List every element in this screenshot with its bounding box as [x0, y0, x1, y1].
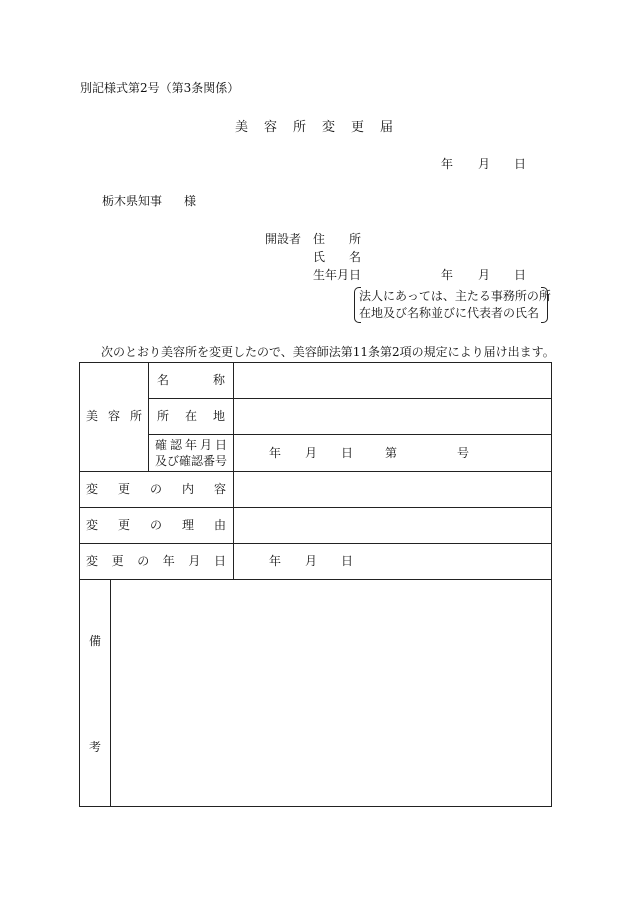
- change-date-field[interactable]: [234, 544, 552, 579]
- label-char: 月: [188, 554, 201, 568]
- label-char: 名: [157, 373, 170, 387]
- confirmation-number-prefix: 第: [385, 446, 398, 460]
- label-char: 確: [155, 438, 168, 452]
- submission-day-label: 日: [514, 157, 527, 171]
- applicant-name-label: 氏 名: [313, 250, 362, 264]
- statement: 次のとおり美容所を変更したので、美容師法第11条第2項の規定により届け出ます。: [101, 345, 555, 359]
- label-char: 地: [212, 409, 225, 423]
- remarks-field[interactable]: [111, 580, 552, 806]
- applicant-birthdate-label: 生年月日: [313, 268, 362, 282]
- label-char: 容: [213, 482, 226, 496]
- birth-month-label: 月: [478, 268, 491, 282]
- label-char: 称: [212, 373, 225, 387]
- corporate-note-line-1: 法人にあっては、主たる事務所の所: [359, 289, 551, 303]
- label-char: 更: [117, 518, 130, 532]
- remarks-label-top: 備: [89, 634, 102, 648]
- title-char: 更: [351, 120, 365, 135]
- applicant-role-label: 開設者: [265, 232, 302, 246]
- change-day-label: 日: [341, 554, 354, 568]
- label-char: 変: [86, 482, 99, 496]
- label-char: 理: [181, 518, 194, 532]
- salon-location-label: [157, 410, 225, 422]
- label-char: 所: [157, 409, 170, 423]
- label-char: 変: [86, 518, 99, 532]
- label-char: 容: [107, 409, 120, 423]
- addressee-name: 栃木県知事: [102, 194, 163, 208]
- salon-group-label: [86, 410, 142, 422]
- confirmation-label-line-2: 及び確認番号: [155, 454, 228, 468]
- confirmation-field[interactable]: [234, 435, 552, 471]
- label-char: 在: [184, 409, 197, 423]
- birth-year-label: 年: [441, 268, 454, 282]
- label-char: 月: [199, 438, 212, 452]
- label-char: 日: [214, 438, 227, 452]
- label-char: 更: [111, 554, 124, 568]
- label-char: 年: [162, 554, 175, 568]
- title-char: 所: [293, 120, 307, 135]
- label-char: 更: [117, 482, 130, 496]
- change-year-label: 年: [269, 554, 282, 568]
- title-char: 容: [264, 120, 278, 135]
- salon-location-field[interactable]: [234, 399, 552, 434]
- label-char: 美: [86, 409, 99, 423]
- birth-day-label: 日: [514, 268, 527, 282]
- label-char: 日: [213, 554, 226, 568]
- label-char: 由: [213, 518, 226, 532]
- applicant-address-label: 住 所: [313, 232, 362, 246]
- change-reason-field[interactable]: [234, 508, 552, 543]
- addressee-honorific: 様: [184, 194, 197, 208]
- title-char: 届: [380, 120, 394, 135]
- confirmation-year-label: 年: [269, 446, 282, 460]
- corporate-note-line-2: 在地及び名称並びに代表者の氏名: [359, 306, 540, 320]
- label-char: の: [137, 554, 150, 568]
- change-month-label: 月: [305, 554, 318, 568]
- salon-name-field[interactable]: [234, 363, 552, 398]
- label-char: 所: [129, 409, 142, 423]
- change-content-label: [86, 483, 226, 495]
- title-char: 変: [322, 120, 336, 135]
- confirmation-number-suffix: 号: [457, 446, 470, 460]
- corporate-note: [354, 287, 551, 321]
- label-char: の: [149, 482, 162, 496]
- label-char: 認: [169, 438, 182, 452]
- form-reference: 別記様式第2号（第3条関係）: [80, 81, 240, 95]
- confirmation-label-line-1: [155, 439, 227, 451]
- change-content-field[interactable]: [234, 472, 552, 507]
- label-char: 年: [184, 438, 197, 452]
- change-reason-label: [86, 519, 226, 531]
- document-title: [235, 121, 395, 135]
- title-char: 美: [235, 120, 249, 135]
- change-form-table: [79, 362, 552, 807]
- label-char: 変: [86, 554, 99, 568]
- submission-year-label: 年: [441, 157, 454, 171]
- submission-month-label: 月: [478, 157, 491, 171]
- remarks-label-bottom: 考: [89, 740, 102, 754]
- salon-name-label: [157, 374, 225, 386]
- confirmation-day-label: 日: [341, 446, 354, 460]
- label-char: 内: [181, 482, 194, 496]
- confirmation-month-label: 月: [305, 446, 318, 460]
- label-char: の: [149, 518, 162, 532]
- change-date-label: [86, 555, 226, 567]
